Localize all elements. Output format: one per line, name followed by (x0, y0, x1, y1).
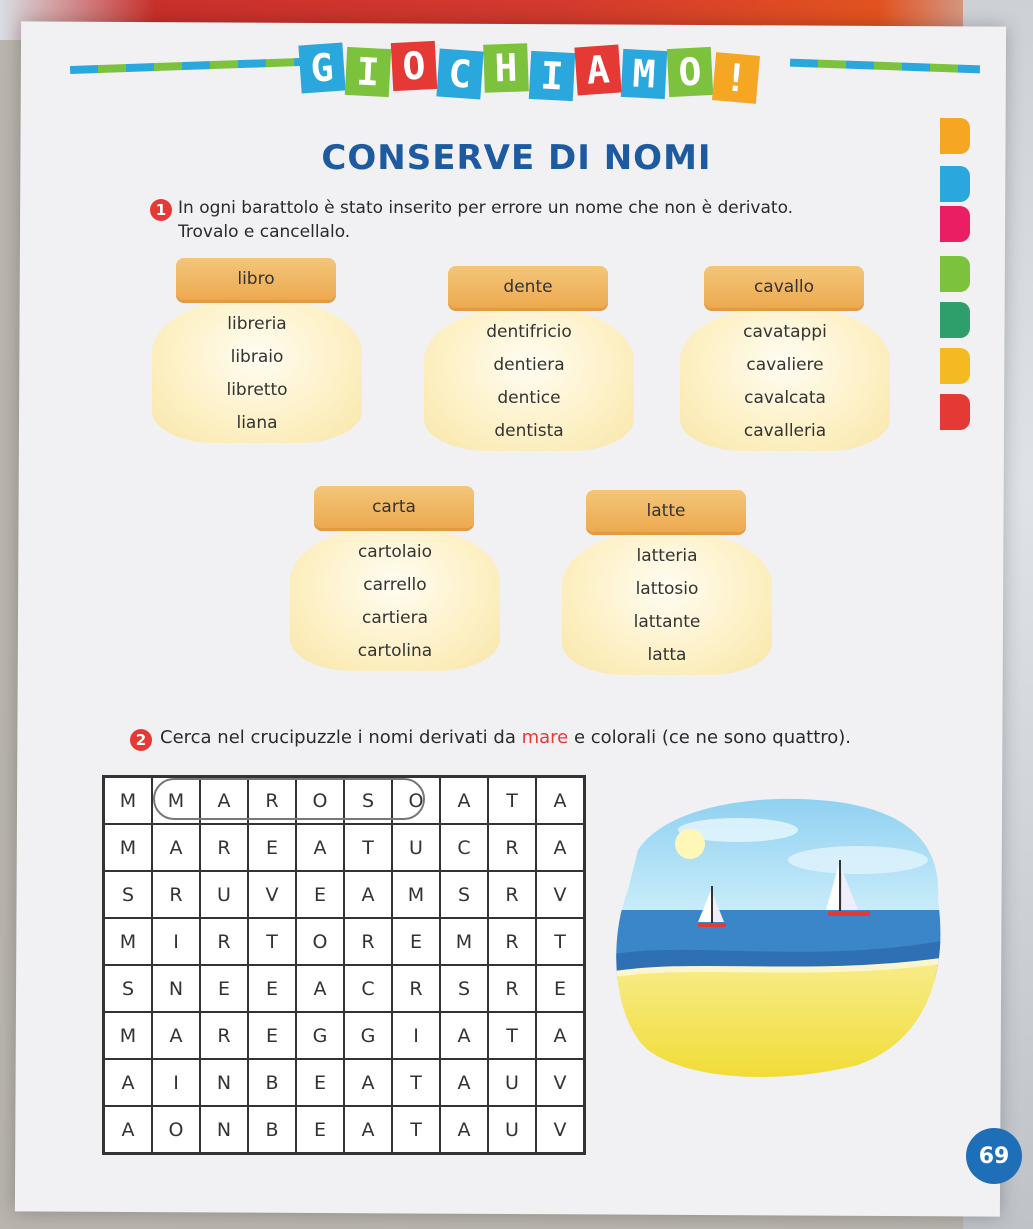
grid-cell[interactable]: R (392, 965, 440, 1012)
instruction-text: Cerca nel crucipuzzle i nomi derivati da (160, 727, 522, 748)
logo-letter-tile: A (574, 45, 621, 96)
sea-illustration (608, 790, 948, 1080)
grid-cell[interactable]: O (152, 1106, 200, 1153)
side-tab (940, 206, 970, 242)
jar-word[interactable]: dentiera (493, 355, 565, 375)
grid-cell[interactable]: V (248, 871, 296, 918)
grid-cell[interactable]: T (488, 1012, 536, 1059)
grid-cell[interactable]: N (152, 965, 200, 1012)
side-tab (940, 394, 970, 430)
jar-lid-label: carta (314, 486, 474, 528)
word-search-grid (102, 775, 586, 1155)
grid-cell[interactable]: E (248, 965, 296, 1012)
jar-word[interactable]: libraio (230, 347, 284, 367)
jar-lid-label: libro (176, 258, 336, 300)
grid-cell[interactable]: E (296, 1059, 344, 1106)
instruction-highlight-word: mare (521, 727, 569, 748)
side-tab (940, 348, 970, 384)
grid-cell[interactable]: T (344, 824, 392, 871)
jar-lid-label: cavallo (704, 266, 864, 308)
grid-cell[interactable]: E (200, 965, 248, 1012)
jar-word[interactable]: libreria (227, 314, 287, 334)
grid-cell[interactable]: M (104, 918, 152, 965)
jar-word[interactable]: dentice (497, 388, 561, 408)
grid-cell[interactable]: A (296, 824, 344, 871)
grid-cell[interactable]: A (536, 777, 584, 824)
grid-cell[interactable]: B (248, 1106, 296, 1153)
grid-cell[interactable]: U (200, 871, 248, 918)
grid-cell[interactable]: E (296, 1106, 344, 1153)
grid-cell[interactable]: E (248, 1012, 296, 1059)
grid-cell[interactable]: I (152, 918, 200, 965)
jar-word[interactable]: cavalcata (744, 388, 826, 408)
jar-word[interactable]: latta (647, 645, 687, 665)
jar-word[interactable]: cartiera (361, 608, 428, 628)
sun-icon (675, 829, 705, 859)
grid-cell[interactable]: S (104, 871, 152, 918)
jar-word[interactable]: libretto (226, 380, 288, 400)
grid-cell[interactable]: A (440, 1012, 488, 1059)
jar-word[interactable]: dentista (494, 421, 564, 441)
grid-cell[interactable]: S (440, 965, 488, 1012)
sample-answer-circle (153, 778, 425, 820)
jar-lid-label: dente (448, 266, 608, 308)
grid-cell[interactable]: A (344, 871, 392, 918)
grid-cell[interactable]: A (440, 1106, 488, 1153)
grid-cell[interactable]: A (104, 1059, 152, 1106)
grid-cell[interactable]: A (440, 1059, 488, 1106)
grid-cell[interactable]: E (248, 824, 296, 871)
grid-cell[interactable]: V (536, 871, 584, 918)
grid-cell[interactable]: O (392, 777, 440, 824)
exercise-1-instruction-line1: In ogni barattolo è stato inserito per errore un nome che non è derivato. (178, 198, 794, 218)
grid-cell[interactable]: T (248, 918, 296, 965)
logo-letter-tile: ! (712, 52, 760, 104)
instruction-text-end: e colorali (ce ne sono quattro). (568, 727, 852, 748)
grid-cell[interactable]: T (392, 1059, 440, 1106)
grid-cell[interactable]: S (104, 965, 152, 1012)
grid-cell[interactable]: V (536, 1106, 584, 1153)
grid-cell[interactable]: U (488, 1059, 536, 1106)
grid-cell[interactable]: A (536, 824, 584, 871)
grid-cell[interactable]: T (392, 1106, 440, 1153)
grid-cell[interactable]: R (488, 871, 536, 918)
grid-cell[interactable]: G (344, 1012, 392, 1059)
grid-cell[interactable]: E (296, 871, 344, 918)
grid-cell[interactable]: R (344, 918, 392, 965)
grid-cell[interactable]: C (440, 824, 488, 871)
grid-cell[interactable]: A (344, 1059, 392, 1106)
grid-cell[interactable]: A (296, 965, 344, 1012)
grid-cell[interactable]: G (296, 1012, 344, 1059)
grid-cell[interactable]: N (200, 1106, 248, 1153)
logo-letter-tile: I (529, 51, 575, 101)
page-title: CONSERVE DI NOMI (321, 138, 712, 178)
grid-cell[interactable]: A (152, 1012, 200, 1059)
grid-cell[interactable]: R (488, 824, 536, 871)
page-number: 69 (966, 1128, 1022, 1184)
side-tab (940, 302, 970, 338)
grid-cell[interactable]: C (344, 965, 392, 1012)
grid-cell[interactable]: V (536, 1059, 584, 1106)
jar-word[interactable]: lattosio (635, 579, 699, 599)
jar-word[interactable]: liana (236, 413, 278, 433)
jar-word[interactable]: lattante (633, 612, 701, 632)
grid-cell[interactable]: R (200, 1012, 248, 1059)
grid-cell[interactable]: A (344, 1106, 392, 1153)
grid-cell[interactable]: I (152, 1059, 200, 1106)
grid-cell[interactable]: B (248, 1059, 296, 1106)
grid-cell[interactable]: A (536, 1012, 584, 1059)
grid-cell[interactable]: U (392, 824, 440, 871)
exercise-2-instruction (160, 726, 960, 750)
logo-letter-tile: O (667, 47, 713, 97)
grid-cell[interactable]: R (248, 777, 296, 824)
grid-cell[interactable]: M (104, 824, 152, 871)
logo-letter-tile: C (436, 49, 483, 100)
grid-cell[interactable]: M (152, 777, 200, 824)
jar-word[interactable]: carrello (363, 575, 427, 595)
logo-letter-tile: I (345, 47, 391, 97)
exercise-1-number: 1 (150, 199, 172, 221)
exercise-2-number: 2 (130, 729, 152, 751)
grid-cell[interactable]: M (440, 918, 488, 965)
grid-cell[interactable]: A (104, 1106, 152, 1153)
grid-cell[interactable]: U (488, 1106, 536, 1153)
grid-cell[interactable]: E (392, 918, 440, 965)
jar-word[interactable]: cavalleria (743, 421, 827, 441)
logo-letter-tile: O (391, 41, 437, 91)
logo-letter-tile: H (483, 43, 529, 93)
grid-cell[interactable]: R (488, 918, 536, 965)
grid-cell[interactable]: M (104, 1012, 152, 1059)
grid-cell[interactable]: M (392, 871, 440, 918)
exercise-1-instruction-line2: Trovalo e cancellalo. (178, 222, 351, 242)
grid-cell[interactable]: R (152, 871, 200, 918)
side-tab (940, 256, 970, 292)
jar-word[interactable]: dentifricio (486, 322, 572, 342)
grid-cell[interactable]: R (200, 918, 248, 965)
grid-cell[interactable]: A (440, 777, 488, 824)
grid-cell[interactable]: S (440, 871, 488, 918)
jar-word[interactable]: cartolina (357, 641, 433, 661)
grid-cell[interactable]: R (200, 824, 248, 871)
jar-word[interactable]: cavaliere (746, 355, 824, 375)
jar-word[interactable]: latteria (636, 546, 698, 566)
grid-cell[interactable]: I (392, 1012, 440, 1059)
jar-word[interactable]: cavatappi (743, 322, 827, 342)
logo-letter-tile: M (621, 49, 667, 99)
grid-cell[interactable]: A (200, 777, 248, 824)
grid-cell[interactable]: M (104, 777, 152, 824)
grid-cell[interactable]: S (344, 777, 392, 824)
grid-cell[interactable]: T (488, 777, 536, 824)
jar-lid-label: latte (586, 490, 746, 532)
grid-cell[interactable]: E (536, 965, 584, 1012)
logo-letter-tile: G (298, 43, 345, 94)
grid-cell[interactable]: O (296, 918, 344, 965)
jar-word[interactable]: cartolaio (357, 542, 433, 562)
grid-cell[interactable]: T (536, 918, 584, 965)
grid-cell[interactable]: R (488, 965, 536, 1012)
grid-cell[interactable]: A (152, 824, 200, 871)
grid-cell[interactable]: N (200, 1059, 248, 1106)
grid-cell[interactable]: O (296, 777, 344, 824)
